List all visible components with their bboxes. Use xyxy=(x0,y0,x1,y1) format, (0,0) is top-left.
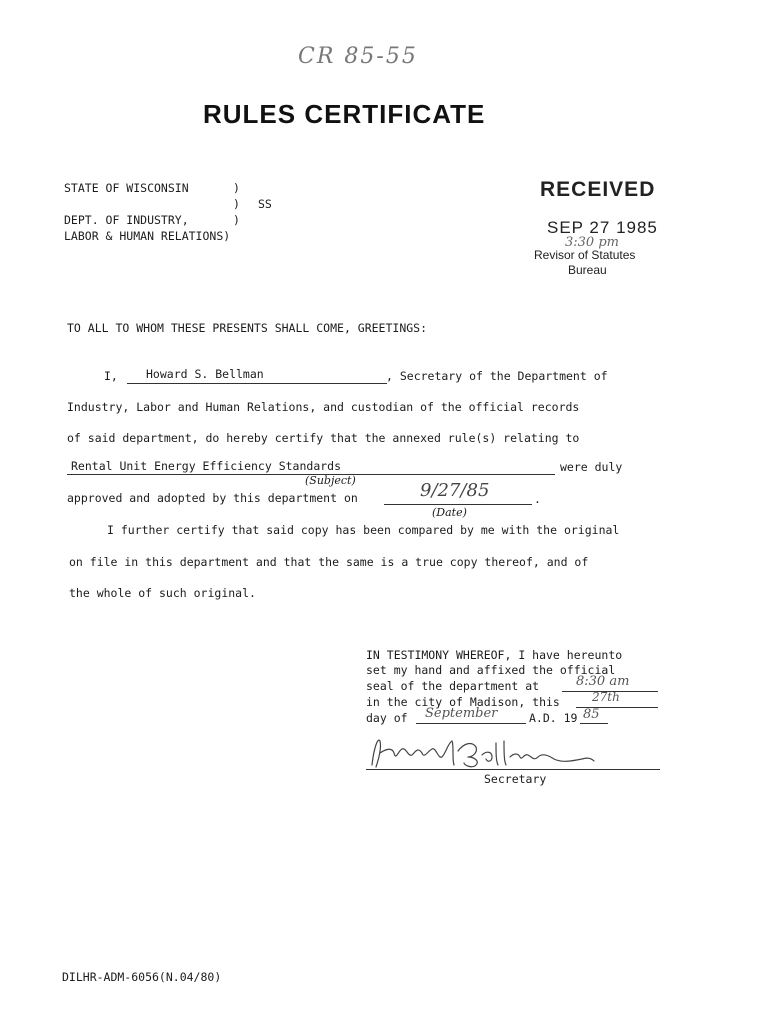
further-line-3: the whole of such original. xyxy=(69,586,256,600)
period: . xyxy=(534,492,541,506)
approval-date-handwritten: 9/27/85 xyxy=(420,480,490,501)
testimony-line-2: set my hand and affixed the official xyxy=(366,663,616,677)
received-heading: RECEIVED xyxy=(540,178,656,201)
testimony-line-1: IN TESTIMONY WHEREOF, I have hereunto xyxy=(366,648,623,662)
ss-label: SS xyxy=(258,197,272,211)
approved-text: approved and adopted by this department on xyxy=(67,491,358,505)
handwritten-file-number: CR 85-55 xyxy=(298,44,418,69)
rule-subject: Rental Unit Energy Efficiency Standards xyxy=(71,459,342,473)
further-line-2: on file in this department and that the same is a true copy thereof, and of xyxy=(69,555,589,569)
date-underline xyxy=(384,504,532,505)
body-i: I, xyxy=(104,369,118,383)
state-line: STATE OF WISCONSIN xyxy=(64,181,189,195)
body-line-2: Industry, Labor and Human Relations, and custodian of the official records xyxy=(67,400,580,414)
year-handwritten: 85 xyxy=(583,707,600,722)
further-line-1: I further certify that said copy has been compared by me with the original xyxy=(107,523,620,537)
secretary-caption: Secretary xyxy=(484,772,547,786)
form-number: DILHR-ADM-6056(N.04/80) xyxy=(62,970,222,984)
bureau-label: Bureau xyxy=(568,263,607,277)
testimony-line-4: in the city of Madison, this xyxy=(366,695,560,709)
day-handwritten: 27th xyxy=(592,690,620,704)
name-underline xyxy=(127,383,387,384)
revisor-office: Revisor of Statutes xyxy=(534,248,636,262)
paren: ) xyxy=(233,197,240,211)
handwritten-signature xyxy=(368,735,596,771)
subject-caption: (Subject) xyxy=(305,474,356,487)
certifier-name: Howard S. Bellman xyxy=(146,367,264,381)
date-caption: (Date) xyxy=(432,506,467,519)
time-handwritten: 8:30 am xyxy=(576,674,630,689)
document-title: RULES CERTIFICATE xyxy=(203,99,486,129)
were-duly: were duly xyxy=(560,460,623,474)
after-name-text: , Secretary of the Department of xyxy=(386,369,608,383)
received-time-handwritten: 3:30 pm xyxy=(565,235,619,250)
month-underline xyxy=(416,723,526,724)
body-line-3: of said department, do hereby certify that the annexed rule(s) relating to xyxy=(67,431,580,445)
ad-label: A.D. 19 xyxy=(529,711,578,725)
labor-line: LABOR & HUMAN RELATIONS) xyxy=(64,229,231,243)
dept-line: DEPT. OF INDUSTRY, xyxy=(64,213,189,227)
signature-line xyxy=(366,769,660,770)
testimony-line-5: day of xyxy=(366,711,408,725)
year-underline xyxy=(580,723,608,724)
testimony-line-3: seal of the department at xyxy=(366,679,540,693)
month-handwritten: September xyxy=(425,706,498,721)
paren: ) xyxy=(233,213,240,227)
paren: ) xyxy=(233,181,240,195)
greeting: TO ALL TO WHOM THESE PRESENTS SHALL COME, GREETINGS: xyxy=(67,321,428,335)
received-date: SEP 27 1985 xyxy=(547,218,658,237)
